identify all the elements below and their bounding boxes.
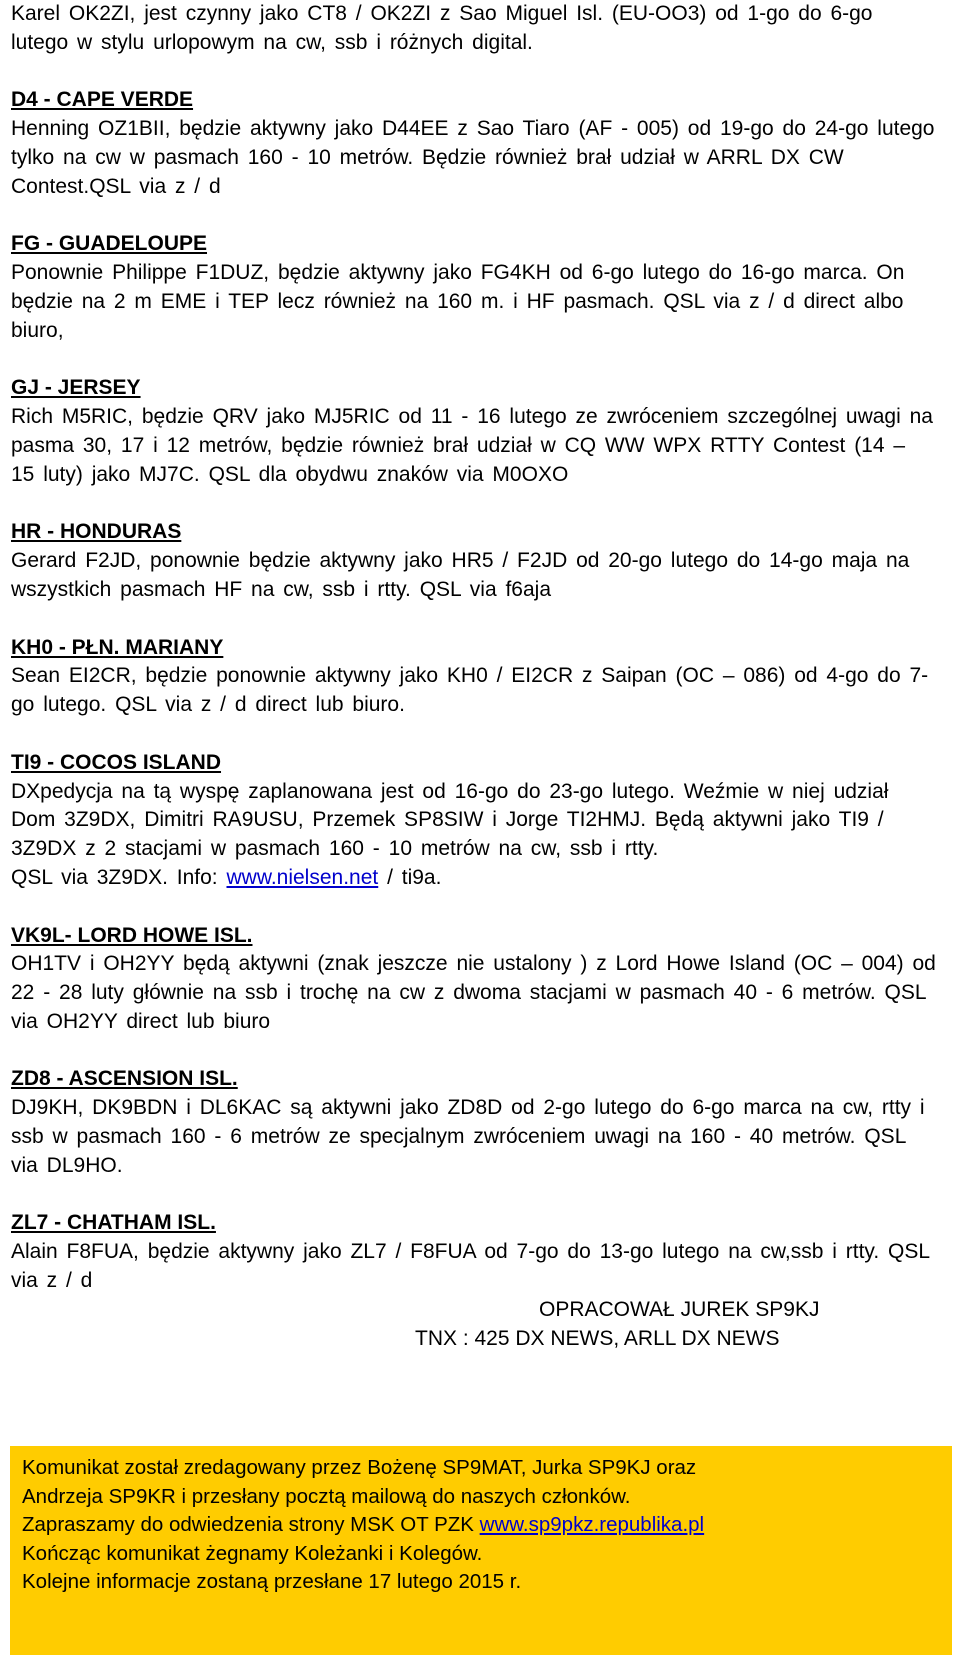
section-body: DXpedycja na tą wyspę zaplanowana jest od 16-go do 23-go lutego. Weźmie w niej udział Dom 3Z9DX, Dimitri RA9USU, Przemek SP8SIW i Jorge TI2HMJ. Będą aktywni jako TI9 / 3Z9DX z 2 stacjami w pasmach 160 - 10 metrów na cw, ssb i rtty. — [11, 779, 889, 861]
credit-author: OPRACOWAŁ JUREK SP9KJ — [539, 1297, 820, 1321]
section-heading: FG - GUADELOUPE — [11, 232, 208, 256]
section-body: Gerard F2JD, ponownie będzie aktywny jako HR5 / F2JD od 20-go lutego do 14-go maja na wszystkich pasmach HF na cw, ssb i rtty. QSL via f6aja — [11, 549, 910, 601]
footer-notice-box — [10, 1446, 952, 1655]
section-heading: ZL7 - CHATHAM ISL. — [11, 1211, 216, 1235]
info-prefix: QSL via 3Z9DX. Info: — [11, 865, 227, 889]
section-body: DJ9KH, DK9BDN i DL6KAC są aktywni jako ZD8D od 2-go lutego do 6-go marca na cw, rtty i ssb w pasmach 160 - 6 metrów ze specjalnym zwróceniem uwagi na 160 - 40 metrów. QSL via DL9HO. — [11, 1096, 925, 1177]
intro-paragraph: Karel OK2ZI, jest czynny jako CT8 / OK2ZI z Sao Miguel Isl. (EU-OO3) od 1-go do 6-go lutego w stylu urlopowym na cw, ssb i różnych digital. — [11, 2, 873, 54]
nielsen-link[interactable]: www.nielsen.net — [226, 865, 379, 889]
section-heading: TI9 - COCOS ISLAND — [11, 750, 222, 774]
section-body: Sean EI2CR, będzie ponownie aktywny jako KH0 / EI2CR z Saipan (OC – 086) od 4-go do 7-go lutego. QSL via z / d direct lub biuro. — [11, 664, 929, 717]
section-heading: VK9L- LORD HOWE ISL. — [11, 923, 253, 947]
section-body: OH1TV i OH2YY będą aktywni (znak jeszcze nie ustalony ) z Lord Howe Island (OC – 004) od 22 - 28 luty głównie na ssb i trochę na cw z dwoma stacjami w pasmach 40 - 6 metrów. QSL via OH2YY direct lub biuro — [11, 952, 936, 1033]
section-heading: KH0 - PŁN. MARIANY — [11, 635, 224, 659]
section-heading: ZD8 - ASCENSION ISL. — [11, 1067, 238, 1091]
footer-line: Kończąc komunikat żegnamy Koleżanki i Kolegów. — [22, 1541, 483, 1565]
footer-line: Andrzeja SP9KR i przesłany pocztą mailową do naszych członków. — [22, 1484, 631, 1508]
section-fg-guadeloupe — [11, 230, 936, 345]
section-body: Henning OZ1BII, będzie aktywny jako D44EE z Sao Tiaro (AF - 005) od 19-go do 24-go lutego tylko na cw w pasmach 160 - 10 metrów. Będzie również brał udział w ARRL DX CW Contest.QSL via z / d — [11, 117, 935, 198]
credits — [11, 1296, 936, 1354]
section-heading: D4 - CAPE VERDE — [11, 88, 194, 112]
footer-line: Komunikat został zredagowany przez Bożenę SP9MAT, Jurka SP9KJ oraz — [22, 1456, 697, 1479]
footer-line: Kolejne informacje zostaną przesłane 17 lutego 2015 r. — [22, 1570, 522, 1594]
bulletin-page — [11, 0, 936, 1353]
footer-website-prefix: Zapraszamy do odwiedzenia strony MSK OT PZK — [22, 1513, 480, 1537]
section-body: Alain F8FUA, będzie aktywny jako ZL7 / F8FUA od 7-go do 13-go lutego na cw,ssb i rtty. QSL via z / d — [11, 1240, 930, 1293]
section-kh0-mariany — [11, 634, 936, 720]
credit-thanks: TNX : 425 DX NEWS, ARLL DX NEWS — [415, 1326, 780, 1350]
footer-line-website — [22, 1511, 941, 1540]
section-heading: HR - HONDURAS — [11, 520, 182, 544]
section-body: Ponownie Philippe F1DUZ, będzie aktywny jako FG4KH od 6-go lutego do 16-go marca. On będzie na 2 m EME i TEP lecz również na 160 m. i HF pasmach. QSL via z / d direct albo biuro, — [11, 261, 905, 342]
sp9pkz-link[interactable]: www.sp9pkz.republika.pl — [479, 1513, 705, 1537]
section-ti9-cocos-island — [11, 749, 936, 893]
section-heading: GJ - JERSEY — [11, 376, 141, 400]
section-info-line — [11, 864, 936, 893]
section-zd8-ascension — [11, 1065, 936, 1180]
section-d4-cape-verde — [11, 86, 936, 201]
section-vk9l-lord-howe — [11, 922, 936, 1037]
section-body: Rich M5RIC, będzie QRV jako MJ5RIC od 11 - 16 lutego ze zwróceniem szczególnej uwagi na pasma 30, 17 i 12 metrów, będzie również brał udział w CQ WW WPX RTTY Contest (14 – 15 luty) jako MJ7C. QSL dla obydwu znaków via M0OXO — [11, 405, 933, 486]
info-suffix: / ti9a. — [378, 865, 442, 889]
section-zl7-chatham — [11, 1209, 936, 1295]
section-gj-jersey — [11, 374, 936, 489]
section-hr-honduras — [11, 518, 936, 604]
